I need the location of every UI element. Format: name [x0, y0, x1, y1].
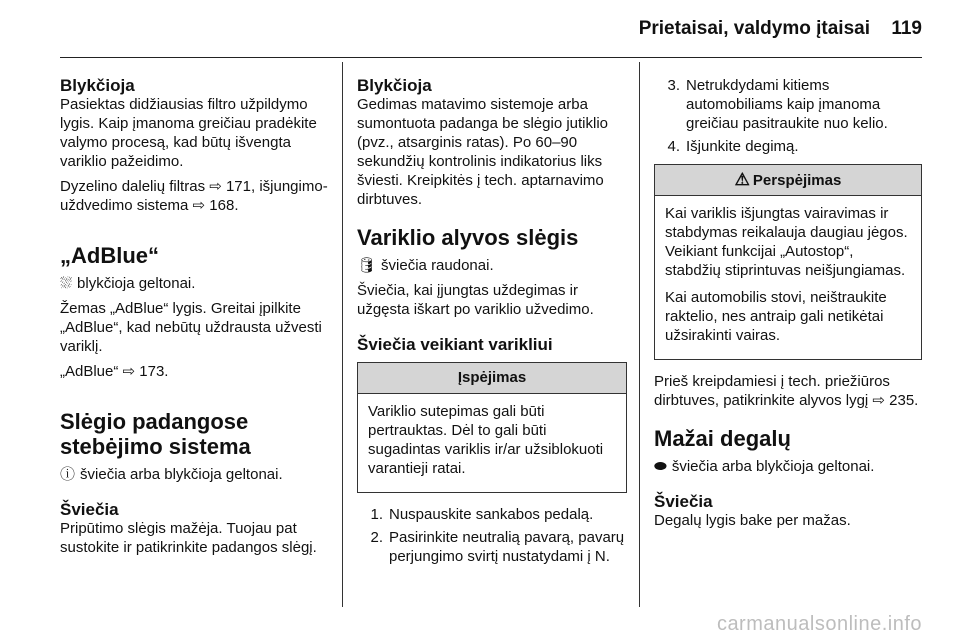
indicator-line [60, 274, 330, 293]
warning-title: Perspėjimas [752, 172, 842, 189]
step-number: 4. [667, 138, 680, 155]
indicator-text: šviečia arba blykčioja geltonai. [671, 458, 875, 475]
paragraph: Degalų lygis bake per mažas. [654, 512, 851, 529]
oil-pressure-icon: 🛢 [357, 257, 377, 274]
warning-icon: ⚠ [734, 170, 750, 189]
notice-title: Įspėjimas [358, 363, 626, 394]
step-text: Netrukdydami kitiems automobiliams kaip įmanoma greičiau pasitraukite nuo kelio. [686, 77, 888, 132]
section-heading: Šviečia [60, 500, 119, 519]
list-item [654, 137, 922, 156]
indicator-text: šviečia raudonai. [381, 257, 494, 274]
column-divider [342, 62, 343, 607]
paragraph: Pripūtimo slėgis mažėja. Tuojau pat sustokite ir patikrinkite padangos slėgį. [60, 520, 317, 556]
section-heading: Blykčioja [357, 76, 432, 95]
paragraph: Pasiektas didžiausias filtro užpildymo lygis. Kaip įmanoma greičiau pradėkite valymo procesą, kad būtų išvengta variklio pažeidimo. [60, 96, 317, 170]
indicator-line [357, 256, 627, 275]
header-rule [60, 57, 922, 58]
indicator-text: blykčioja geltonai. [77, 275, 196, 292]
header-title: Prietaisai, valdymo įtaisai [638, 18, 870, 39]
section-heading: „AdBlue“ [60, 243, 159, 268]
section-heading: stebėjimo sistema [60, 434, 251, 459]
section-heading: Šviečia veikiant varikliui [357, 335, 553, 354]
section-heading: Mažai degalų [654, 426, 791, 451]
paragraph: Žemas „AdBlue“ lygis. Greitai įpilkite „AdBlue“, kad nebūtų uždrausta užvesti variklį. [60, 300, 322, 355]
warning-text: Kai automobilis stovi, neištraukite raktelio, nes antraip gali netikėtai užsirakinti vairas. [665, 289, 887, 344]
notice-box [357, 362, 627, 493]
column-2 [357, 76, 627, 570]
section-heading: Variklio alyvos slėgis [357, 225, 579, 250]
indicator-text: šviečia arba blykčioja geltonai. [80, 466, 283, 483]
adblue-indicator-icon: ⛆ [60, 275, 73, 292]
watermark: carmanualsonline.info [716, 613, 922, 635]
step-number: 1. [370, 506, 383, 523]
step-text: Pasirinkite neutralią pavarą, pavarų perjungimo svirtį nustatydami į N. [389, 529, 625, 565]
indicator-line [654, 457, 922, 476]
paragraph: Šviečia, kai įjungtas uždegimas ir užgęsta iškart po variklio užvedimo. [357, 282, 594, 318]
notice-text: Variklio sutepimas gali būti pertrauktas. Dėl to gali būti sugadintas variklis ir/ar užsiblokuoti varantieji ratai. [368, 403, 604, 477]
step-text: Išjunkite degimą. [686, 138, 799, 155]
list-item [654, 76, 922, 133]
page-header [0, 0, 960, 60]
step-text: Nuspauskite sankabos pedalą. [389, 506, 594, 523]
section-heading: Šviečia [654, 492, 713, 511]
reference-text: Dyzelino dalelių filtras ⇨ 171, išjungimo-uždvedimo sistema ⇨ 168. [60, 178, 328, 214]
warning-text: Kai variklis išjungtas vairavimas ir stabdymas reikalauja daugiau jėgos. Veikiant funkcijai „Autostop“, stabdžių stiprintuvas neišjungiamas. [665, 205, 908, 279]
list-item [357, 528, 627, 566]
indicator-line [60, 465, 330, 484]
steps-list [357, 505, 627, 566]
column-divider [639, 62, 640, 607]
reference-text: „AdBlue“ ⇨ 173. [60, 363, 169, 380]
warning-box [654, 164, 922, 360]
steps-list [654, 76, 922, 156]
fuel-indicator-icon: ⬬ [654, 458, 667, 475]
paragraph: Prieš kreipdamiesi į tech. priežiūros dirbtuves, patikrinkite alyvos lygį ⇨ 235. [654, 373, 919, 409]
tyre-pressure-icon: ⓘ [60, 466, 76, 483]
paragraph: Gedimas matavimo sistemoje arba sumontuota padanga be slėgio jutiklio (pvz., atsarginis ratas). Po 60–90 sekundžių kontrolinis indikatorius liks šviesti. Kreipkitės į tech. aptarnavimo dirbtuves. [357, 96, 609, 208]
step-number: 2. [370, 529, 383, 546]
page-number: 119 [891, 18, 922, 39]
list-item [357, 505, 627, 524]
column-3 [654, 76, 922, 536]
section-heading: Slėgio padangose [60, 409, 249, 434]
section-heading: Blykčioja [60, 76, 135, 95]
warning-header [655, 165, 921, 196]
step-number: 3. [667, 77, 680, 94]
column-1 [60, 76, 330, 563]
